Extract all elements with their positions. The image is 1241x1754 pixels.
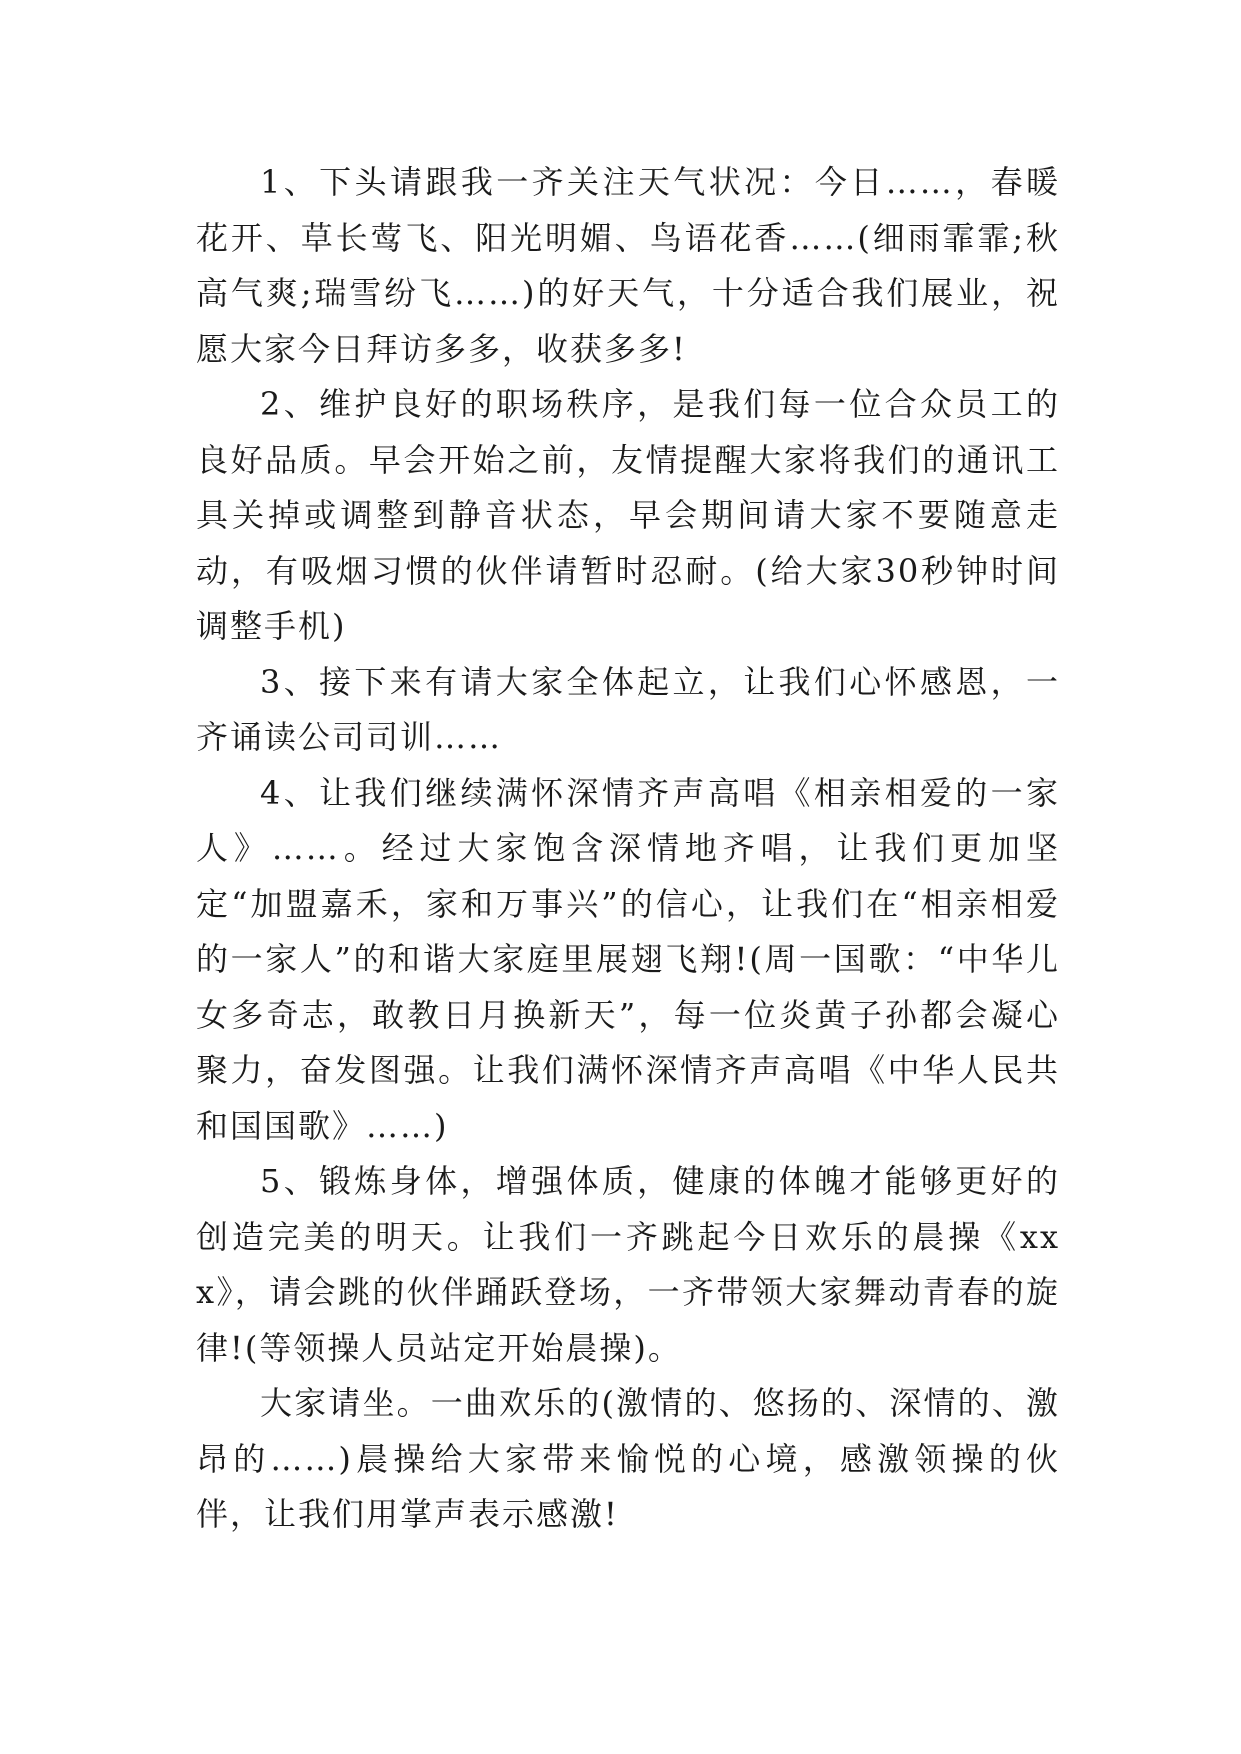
- paragraph-company-motto: 3、接下来有请大家全体起立，让我们心怀感恩，一齐诵读公司司训……: [196, 662, 1060, 756]
- document-body: [196, 155, 1060, 1543]
- paragraph-morning-exercise: 5、锻炼身体，增强体质，健康的体魄才能够更好的创造完美的明天。让我们一齐跳起今日欢乐的晨操《xxx》，请会跳的伙伴踊跃登场，一齐带领大家舞动青春的旋律!(等领操人员站定开始晨操)。: [196, 1162, 1060, 1367]
- paragraph-thanks: 大家请坐。一曲欢乐的(激情的、悠扬的、深情的、激昂的……)晨操给大家带来愉悦的心境，感激领操的伙伴，让我们用掌声表示感激!: [196, 1384, 1060, 1533]
- paragraph-workplace-order: 2、维护良好的职场秩序，是我们每一位合众员工的良好品质。早会开始之前，友情提醒大家将我们的通讯工具关掉或调整到静音状态，早会期间请大家不要随意走动，有吸烟习惯的伙伴请暂时忍耐。(给大家30秒钟时间调整手机): [196, 385, 1060, 645]
- paragraph-weather: 1、下头请跟我一齐关注天气状况：今日……，春暖花开、草长莺飞、阳光明媚、鸟语花香……(细雨霏霏;秋高气爽;瑞雪纷飞……)的好天气，十分适合我们展业，祝愿大家今日拜访多多，收获多多!: [196, 163, 1060, 368]
- paragraph-singing: 4、让我们继续满怀深情齐声高唱《相亲相爱的一家人》……。经过大家饱含深情地齐唱，让我们更加坚定“加盟嘉禾，家和万事兴”的信心，让我们在“相亲相爱的一家人”的和谐大家庭里展翅飞翔!(周一国歌：“中华儿女多奇志，敢教日月换新天”，每一位炎黄子孙都会凝心聚力，奋发图强。让我们满怀深情齐声高唱《中华人民共和国国歌》……): [196, 773, 1060, 1145]
